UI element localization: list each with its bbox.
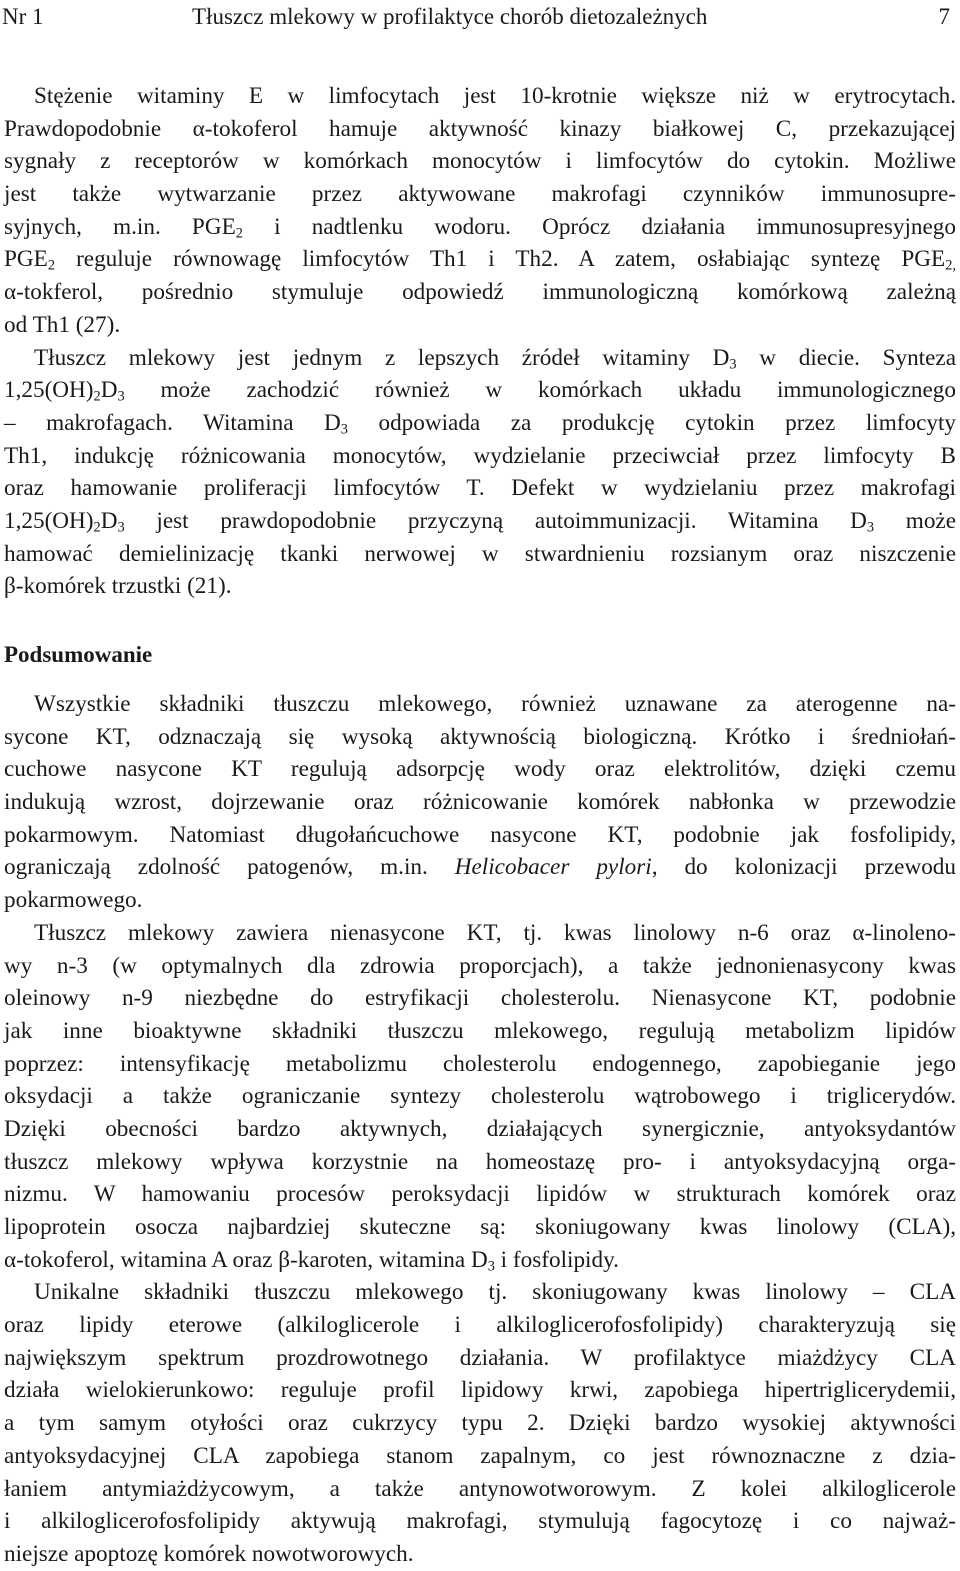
text-line — [4, 721, 956, 754]
text-line — [4, 1048, 956, 1081]
text-line — [4, 178, 956, 211]
text-run: największym spektrum prozdrowotnego działania. W profilaktyce miażdżycy CLA — [4, 1344, 956, 1371]
text-run: reguluje równowagę limfocytów Th1 i Th2. A zatem, osłabiając syntezę PGE — [55, 246, 946, 273]
running-title: Tłuszcz mlekowy w profilaktyce chorób dietozależnych — [192, 4, 708, 29]
text-run: lipoprotein osocza najbardziej skuteczne są: skoniugowany kwas linolowy (CLA), — [4, 1214, 956, 1240]
text-run: syjnych, m.in. PGE — [4, 213, 236, 240]
paragraph — [4, 917, 956, 1277]
text-run: oraz lipidy eterowe (alkiloglicerole i alkiloglicerofosfolipidy) charakteryzują się — [4, 1312, 956, 1339]
text-line — [4, 1538, 956, 1571]
text-run: jest prawdopodobnie przyczyną autoimmunizacji. Witamina D — [124, 507, 867, 534]
text-run: pokarmowym. Natomiast długołańcuchowe nasycone KT, podobnie jak fosfolipidy, — [4, 821, 956, 848]
text-run: oraz hamowanie proliferacji limfocytów T. Defekt w wydzielaniu przez makrofagi — [4, 475, 956, 502]
paragraph — [4, 688, 956, 917]
text-run: może — [874, 507, 957, 534]
text-line — [4, 1342, 956, 1375]
text-line — [4, 505, 956, 538]
text-run: antyoksydacyjnej CLA zapobiega stanom zapalnym, co jest równoznaczne z dzia- — [4, 1442, 956, 1469]
page-number: 7 — [938, 4, 950, 29]
subscript: 3 — [340, 421, 348, 438]
text-line — [4, 1276, 956, 1309]
text-line — [4, 1080, 956, 1113]
text-line — [4, 1374, 956, 1407]
text-run: hamować demielinizację tkanki nerwowej w stwardnieniu rozsianym oraz niszczenie — [4, 540, 956, 567]
text-run: Wszystkie składniki tłuszczu mlekowego, również uznawane za aterogenne na- — [34, 691, 956, 717]
text-line — [4, 374, 956, 407]
text-line — [4, 1473, 956, 1506]
text-run: Unikalne składniki tłuszczu mlekowego tj. skoniugowany kwas linolowy – CLA — [34, 1279, 956, 1306]
text-run: α-tokoferol, witamina A oraz β-karoten, witamina D — [4, 1246, 488, 1273]
text-line — [4, 917, 956, 950]
text-run: ograniczają zdolność patogenów, m.in. — [4, 854, 455, 881]
text-line — [4, 342, 956, 375]
text-line — [4, 113, 956, 146]
text-line — [4, 1015, 956, 1048]
text-run: jest także wytwarzanie przez aktywowane makrofagi czynników immunosupre- — [4, 181, 956, 208]
text-run: poprzez: intensyfikację metabolizmu cholesterolu endogennego, zapobieganie jego — [4, 1050, 956, 1077]
text-run: i fosfolipidy. — [494, 1246, 619, 1273]
text-run: w diecie. Synteza — [736, 344, 957, 371]
text-line — [4, 1178, 956, 1211]
text-run: od Th1 (27). — [4, 311, 121, 338]
paragraph — [4, 80, 956, 342]
text-line — [4, 688, 956, 721]
body-text-summary — [4, 688, 956, 1571]
text-line — [4, 472, 956, 505]
issue-number: Nr 1 — [2, 4, 44, 29]
text-line — [4, 570, 956, 603]
text-line — [4, 982, 956, 1015]
text-run: 1,25(OH) — [4, 377, 94, 404]
subscript: 2 — [47, 258, 55, 275]
text-line — [4, 1146, 956, 1179]
text-run: β-komórek trzustki (21). — [4, 573, 232, 600]
text-line — [4, 538, 956, 571]
text-run: i alkiloglicerofosfolipidy aktywują makrofagi, stymulują fagocytozę i co najważ- — [4, 1508, 956, 1535]
subscript: 3 — [117, 519, 125, 536]
text-line — [4, 243, 956, 276]
running-header — [0, 2, 960, 32]
text-run: PGE — [4, 246, 48, 273]
subscript: 2 — [93, 519, 101, 536]
text-line — [4, 1407, 956, 1440]
text-line — [4, 1244, 956, 1277]
italic-term: Helicobacer pylori — [454, 854, 652, 881]
text-run: Tłuszcz mlekowy jest jednym z lepszych źródeł witaminy D — [34, 344, 730, 371]
text-line — [4, 276, 956, 309]
text-run: Th1, indukcję różnicowania monocytów, wydzielanie przeciwciał przez limfocyty B — [4, 442, 956, 469]
text-run: D — [100, 377, 118, 404]
text-run: Stężenie witaminy E w limfocytach jest 10-krotnie większe niż w erytrocytach. — [34, 83, 956, 109]
text-line — [4, 1309, 956, 1342]
text-run: łaniem antymiażdżycowym, a także antynowotworowym. Z kolei alkiloglicerole — [4, 1475, 956, 1502]
subscript: 3 — [866, 519, 875, 536]
text-line — [4, 80, 956, 113]
text-line — [4, 1505, 956, 1538]
text-line — [4, 440, 956, 473]
text-line — [4, 1113, 956, 1146]
text-run: jak inne bioaktywne składniki tłuszczu mlekowego, regulują metabolizm lipidów — [4, 1017, 956, 1044]
subscript: 2 — [93, 388, 101, 405]
text-run: D — [100, 507, 118, 534]
text-line — [4, 407, 956, 440]
text-run: pokarmowego. — [4, 887, 143, 914]
text-run: działa wielokierunkowo: reguluje profil lipidowy krwi, zapobiega hipertriglicerydemii, — [4, 1377, 956, 1404]
text-run: tłuszcz mlekowy wpływa korzystnie na homeostazę pro- i antyoksydacyjną orga- — [4, 1148, 956, 1175]
text-run: Dzięki obecności bardzo aktywnych, działających synergicznie, antyoksydantów — [4, 1115, 956, 1142]
text-line — [4, 1440, 956, 1473]
text-line — [4, 819, 956, 852]
subscript: 2 — [235, 225, 243, 242]
text-run: cuchowe nasycone KT regulują adsorpcję wody oraz elektrolitów, dzięki czemu — [4, 756, 956, 783]
text-line — [4, 950, 956, 983]
text-run: indukują wzrost, dojrzewanie oraz różnicowanie komórek nabłonka w przewodzie — [4, 789, 956, 816]
text-run: 1,25(OH) — [4, 507, 94, 534]
text-run: α-tokferol, pośrednio stymuluje odpowiedź immunologiczną komórkową zależną — [4, 279, 956, 306]
subscript: 3 — [729, 356, 737, 373]
text-line — [4, 211, 956, 244]
text-line — [4, 145, 956, 178]
text-line — [4, 851, 956, 884]
text-line — [4, 884, 956, 917]
text-run: a tym samym otyłości oraz cukrzycy typu 2. Dzięki bardzo wysokiej aktywności — [4, 1410, 956, 1437]
text-run: niejsze apoptozę komórek nowotworowych. — [4, 1540, 414, 1567]
text-run: i nadtlenku wodoru. Oprócz działania immunosupresyjnego — [242, 213, 956, 240]
text-run: Tłuszcz mlekowy zawiera nienasycone KT, tj. kwas linolowy n-6 oraz α-linoleno- — [34, 919, 956, 946]
text-run: oleinowy n-9 niezbędne do estryfikacji cholesterolu. Nienasycone KT, podobnie — [4, 985, 956, 1012]
text-run: nizmu. W hamowaniu procesów peroksydacji lipidów w strukturach komórek oraz — [4, 1181, 956, 1208]
paragraph — [4, 1276, 956, 1570]
text-line — [4, 786, 956, 819]
text-run: Prawdopodobnie α-tokoferol hamuje aktywność kinazy białkowej C, przekazującej — [4, 115, 956, 142]
subscript: 3 — [117, 388, 125, 405]
text-run: może zachodzić również w komórkach układu immunologicznego — [124, 377, 956, 404]
text-run: sygnały z receptorów w komórkach monocytów i limfocytów do cytokin. Możliwe — [4, 148, 956, 175]
subscript: 2, — [945, 258, 956, 275]
text-line — [4, 309, 956, 342]
text-run: sycone KT, odznaczają się wysoką aktywnością biologiczną. Krótko i średniołań- — [4, 723, 956, 750]
text-run: odpowiada za produkcję cytokin przez limfocyty — [347, 409, 956, 436]
text-line — [4, 753, 956, 786]
text-run: , do kolonizacji przewodu — [651, 854, 956, 881]
body-text-top — [4, 80, 956, 603]
subscript: 3 — [487, 1258, 495, 1275]
text-run: – makrofagach. Witamina D — [4, 409, 341, 436]
paragraph — [4, 342, 956, 604]
text-run: wy n-3 (w optymalnych dla zdrowia proporcjach), a także jednonienasycony kwas — [4, 952, 956, 979]
text-run: oksydacji a także ograniczanie syntezy cholesterolu wątrobowego i triglicerydów. — [4, 1083, 956, 1110]
text-line — [4, 1211, 956, 1244]
section-heading: Podsumowanie — [4, 642, 153, 667]
